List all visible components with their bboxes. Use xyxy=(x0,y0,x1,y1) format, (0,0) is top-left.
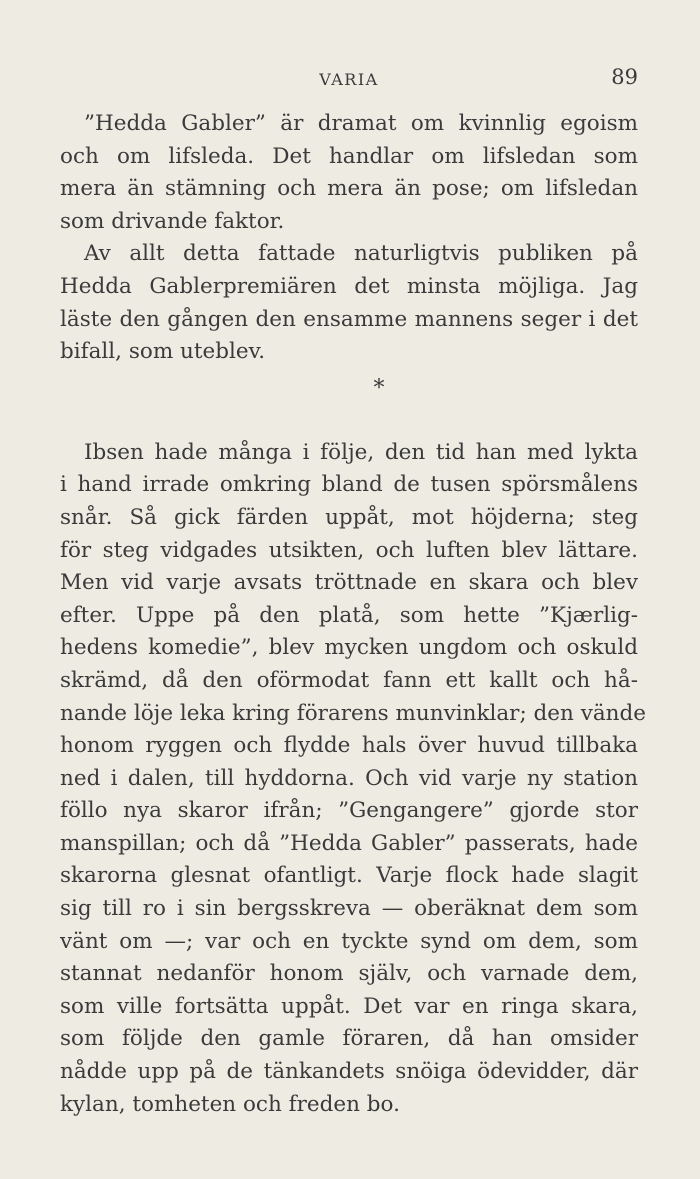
text-line: hedens komedie”, blev mycken ungdom och oskuld xyxy=(60,635,638,661)
text-line: bifall, som uteblev. xyxy=(60,339,266,365)
text-line: manspillan; och då ”Hedda Gabler” passerats, hade xyxy=(60,830,638,856)
section-separator: * xyxy=(373,375,385,401)
text-line: läste den gången den ensamme mannens seger i det xyxy=(60,306,638,332)
text-line: och om lifsleda. Det handlar om lifsledan som xyxy=(60,143,638,169)
text-line: i hand irrade omkring bland de tusen spörsmålens xyxy=(60,472,638,498)
text-line: vänt om —; var och en tyckte synd om dem, som xyxy=(60,928,638,954)
text-line: kylan, tomheten och freden bo. xyxy=(60,1091,400,1117)
paragraph-2 xyxy=(60,238,638,368)
body-text xyxy=(60,108,646,1121)
text-line: Av allt detta fattade naturligtvis publiken på xyxy=(84,241,638,267)
text-line: sig till ro i sin bergsskreva — oberäknat dem som xyxy=(60,896,638,922)
text-line: som följde den gamle föraren, då han omsider xyxy=(60,1026,638,1052)
text-line: Men vid varje avsats tröttnade en skara och blev xyxy=(60,570,638,596)
text-line: skarorna glesnat ofantligt. Varje flock hade slagit xyxy=(60,863,638,889)
text-line: nådde upp på de tänkandets snöiga ödevidder, där xyxy=(60,1059,638,1085)
text-line: föllo nya skaror ifrån; ”Gengangere” gjorde stor xyxy=(60,798,638,824)
page-number: 89 xyxy=(611,65,638,89)
text-line: mera än stämning och mera än pose; om lifsledan xyxy=(60,176,638,202)
page-header xyxy=(60,62,638,98)
running-title: VARIA xyxy=(319,70,379,89)
text-line: som drivande faktor. xyxy=(60,208,285,234)
text-line: för steg vidgades utsikten, och luften blev lättare. xyxy=(60,537,638,563)
text-line: Hedda Gablerpremiären det minsta möjliga. Jag xyxy=(60,273,638,299)
paragraph-1 xyxy=(60,108,638,238)
text-line: snår. Så gick färden uppåt, mot höjderna; steg xyxy=(60,504,638,530)
text-line: ”Hedda Gabler” är dramat om kvinnlig egoism xyxy=(84,111,638,136)
text-line: Ibsen hade många i följe, den tid han med lykta xyxy=(84,439,638,465)
text-line: efter. Uppe på den platå, som hette ”Kjærlig- xyxy=(60,602,638,628)
text-line: skrämd, då den oförmodat fann ett kallt och hå- xyxy=(60,667,638,693)
text-line: stannat nedanför honom själv, och varnade dem, xyxy=(60,961,638,987)
text-line: ned i dalen, till hyddorna. Och vid varje ny station xyxy=(60,765,638,791)
text-line: som ville fortsätta uppåt. Det var en ringa skara, xyxy=(60,993,638,1019)
text-line: nande löje leka kring förarens munvinklar; den vände xyxy=(60,700,646,726)
paragraph-3 xyxy=(60,437,646,1121)
text-line: honom ryggen och flydde hals över huvud tillbaka xyxy=(60,733,638,759)
